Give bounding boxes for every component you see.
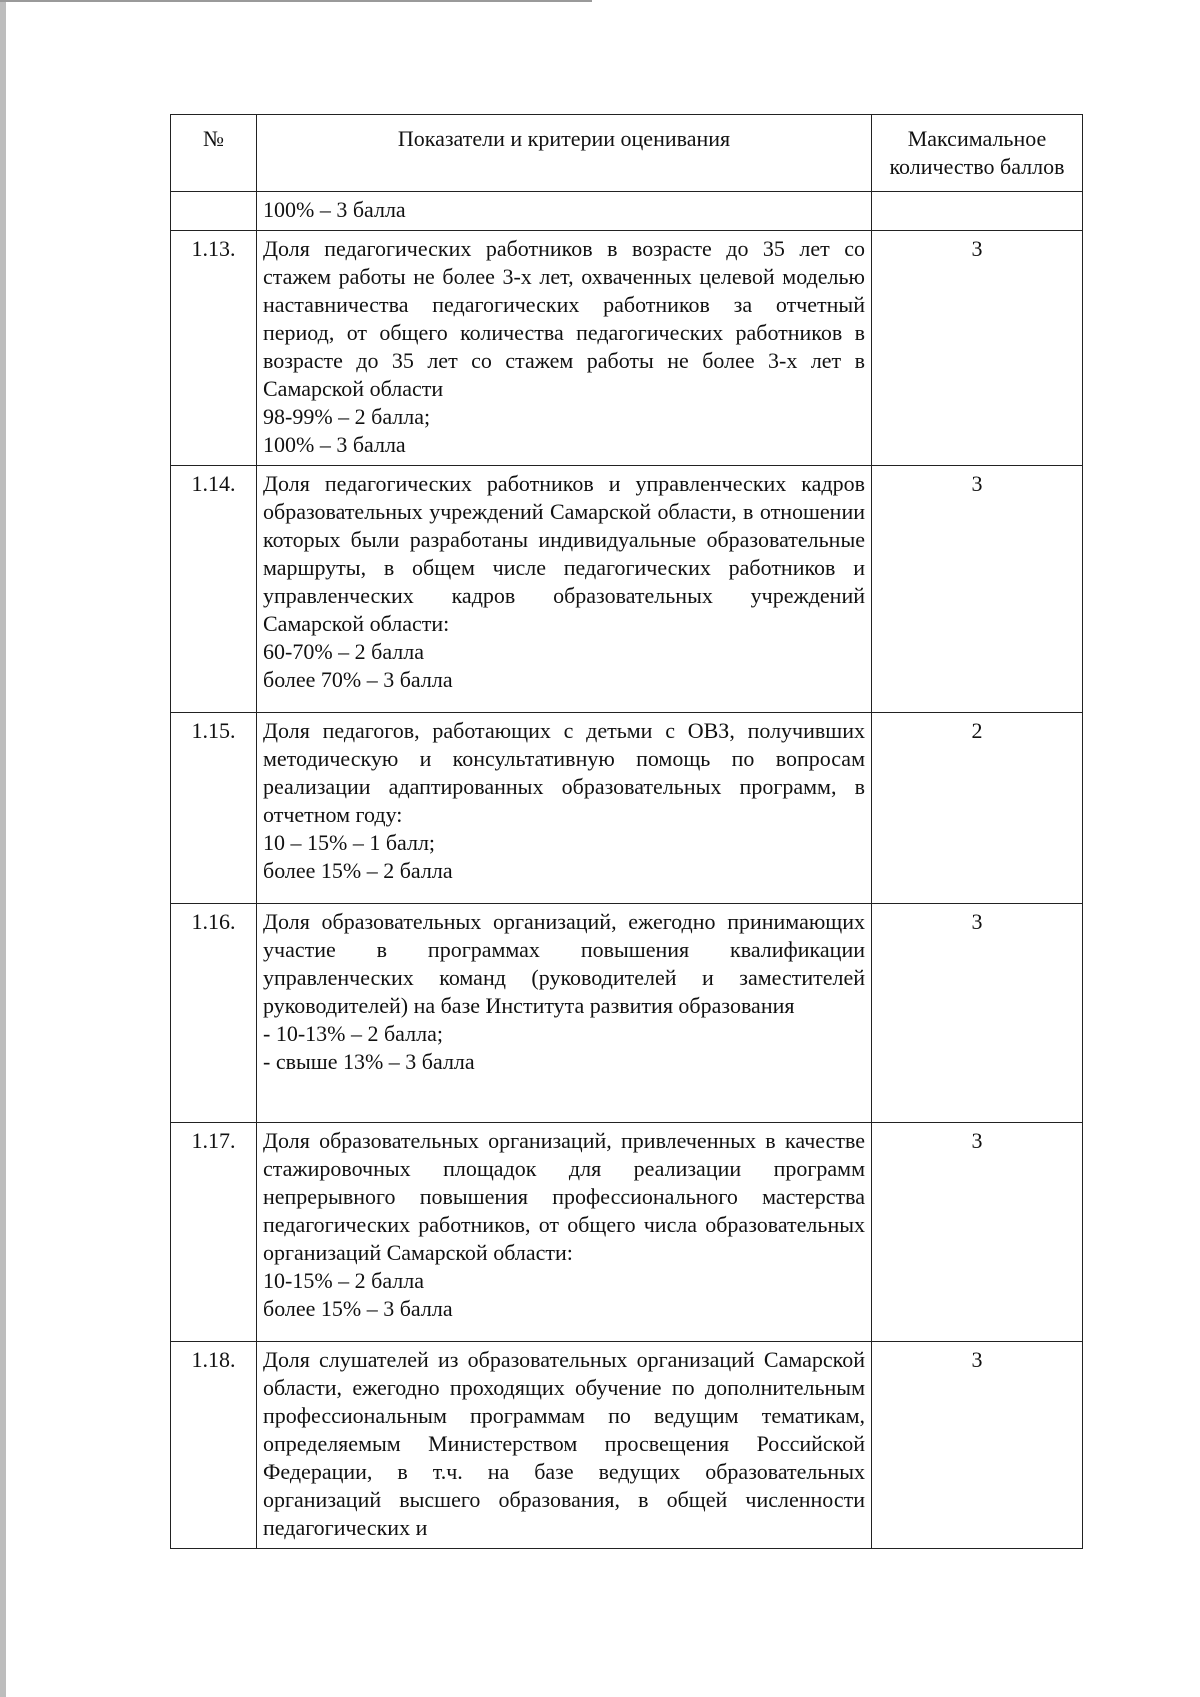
row-number: 1.18. (171, 1342, 257, 1549)
criteria-text: Доля слушателей из образовательных организаций Самарской области, ежегодно проходящих обучение по дополнительным профессиональным программам по ведущим тематикам, определяемым Министерством просвещения Российской Федерации, в т.ч. на базе ведущих образовательных организаций высшего образования, в общей численности педагогических и (263, 1347, 865, 1540)
scan-edge-left (0, 0, 6, 1697)
row-criteria (257, 713, 872, 904)
table-row (171, 231, 1083, 466)
table-row (171, 192, 1083, 231)
criteria-text: Доля образовательных организаций, привлеченных в качестве стажировочных площадок для реализации программ непрерывного повышения профессионального мастерства педагогических работников, от общего числа образовательных организаций Самарской области: (263, 1128, 865, 1265)
row-max-points: 3 (872, 231, 1083, 466)
scan-edge-top (0, 0, 592, 2)
row-max-points (872, 192, 1083, 231)
score-line: более 15% – 2 балла (263, 858, 453, 883)
criteria-text: Доля педагогических работников в возрасте до 35 лет со стажем работы не более 3-х лет, охваченных целевой моделью наставничества педагогических работников за отчетный период, от общего количества педагогических работников в возрасте до 35 лет со стажем работы не более 3-х лет в Самарской области (263, 236, 865, 401)
row-criteria (257, 904, 872, 1123)
table-row (171, 904, 1083, 1123)
table-row (171, 1342, 1083, 1549)
score-line: - 10-13% – 2 балла; (263, 1021, 443, 1046)
score-line: 98-99% – 2 балла; (263, 404, 431, 429)
criteria-table (170, 114, 1083, 1549)
row-number: 1.13. (171, 231, 257, 466)
row-number (171, 192, 257, 231)
score-line: 60-70% – 2 балла (263, 639, 425, 664)
score-line: 10 – 15% – 1 балл; (263, 830, 436, 855)
row-number: 1.17. (171, 1123, 257, 1342)
score-line: 100% – 3 балла (263, 432, 406, 457)
table-header-row (171, 115, 1083, 192)
row-number: 1.14. (171, 466, 257, 713)
header-criteria: Показатели и критерии оценивания (257, 115, 872, 192)
row-criteria (257, 1342, 872, 1549)
table-row (171, 1123, 1083, 1342)
row-number: 1.16. (171, 904, 257, 1123)
row-max-points: 3 (872, 904, 1083, 1123)
row-criteria (257, 1123, 872, 1342)
table-row (171, 466, 1083, 713)
table-row (171, 713, 1083, 904)
score-line: 100% – 3 балла (263, 197, 406, 222)
score-line: более 70% – 3 балла (263, 667, 453, 692)
row-criteria (257, 466, 872, 713)
row-number: 1.15. (171, 713, 257, 904)
score-line: - свыше 13% – 3 балла (263, 1049, 475, 1074)
row-max-points: 3 (872, 1123, 1083, 1342)
criteria-text: Доля педагогов, работающих с детьми с ОВЗ, получивших методическую и консультативную помощь по вопросам реализации адаптированных образовательных программ, в отчетном году: (263, 718, 865, 827)
score-line: 10-15% – 2 балла (263, 1268, 425, 1293)
row-max-points: 2 (872, 713, 1083, 904)
criteria-text: Доля педагогических работников и управленческих кадров образовательных учреждений Самарской области, в отношении которых были разработаны индивидуальные образовательные маршруты, в общем числе педагогических работников и управленческих кадров образовательных учреждений Самарской области: (263, 471, 865, 636)
row-max-points: 3 (872, 466, 1083, 713)
row-criteria (257, 192, 872, 231)
header-number: № (171, 115, 257, 192)
header-max-points: Максимальное количество баллов (872, 115, 1083, 192)
score-line: более 15% – 3 балла (263, 1296, 453, 1321)
row-max-points: 3 (872, 1342, 1083, 1549)
criteria-text: Доля образовательных организаций, ежегодно принимающих участие в программах повышения квалификации управленческих команд (руководителей и заместителей руководителей) на базе Института развития образования (263, 909, 865, 1018)
row-criteria (257, 231, 872, 466)
